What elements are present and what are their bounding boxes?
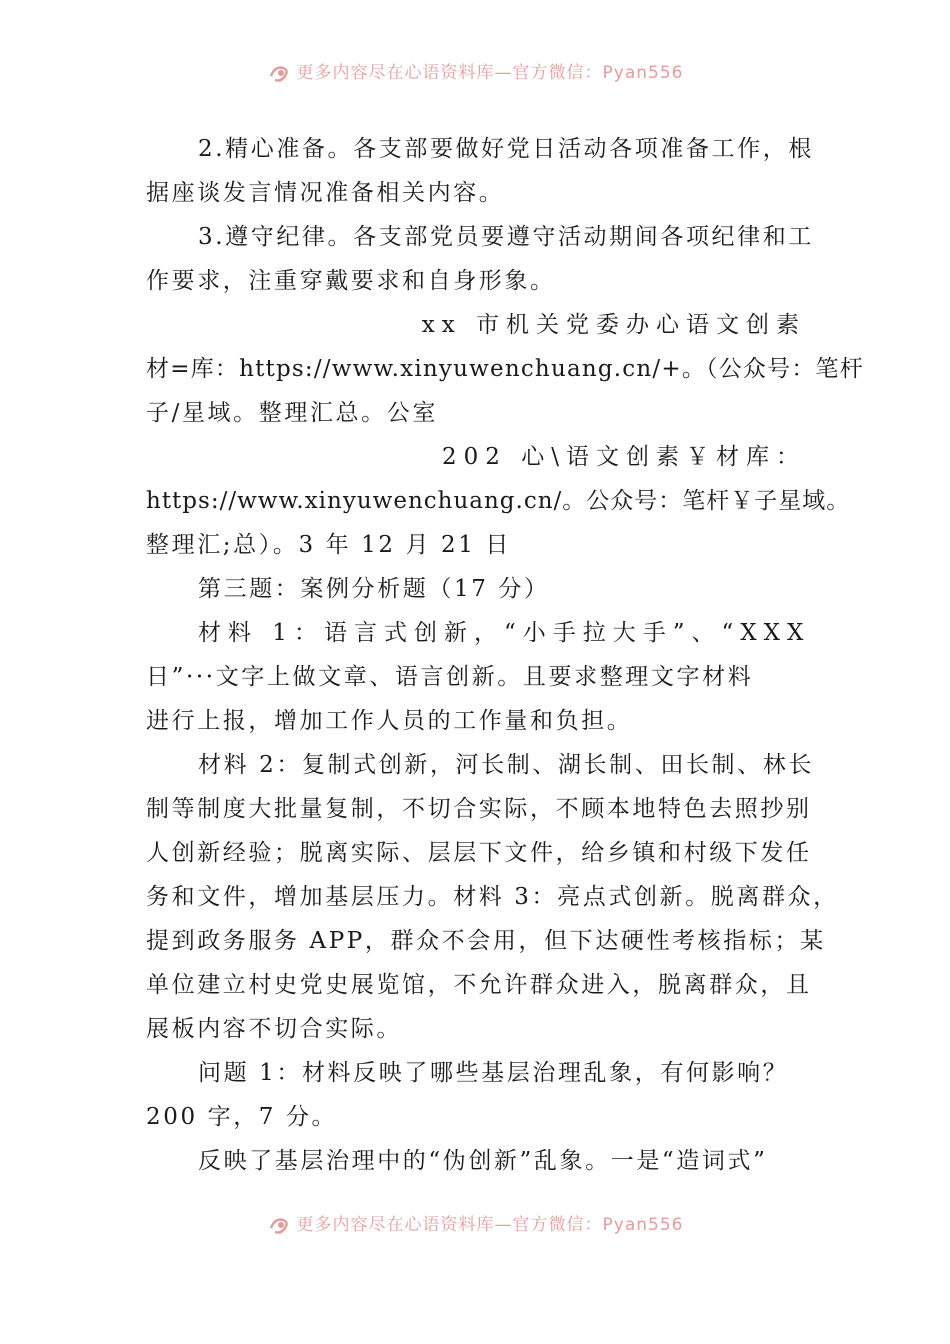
text-line: 第三题：案例分析题（17 分） bbox=[198, 576, 550, 602]
text-line: 材=库：https://www.xinyuwenchuang.cn/+。（公众号：笔杆 bbox=[146, 356, 864, 382]
text-line: 反映了基层治理中的“伪创新”乱象。一是“造词式” bbox=[198, 1148, 768, 1174]
text-line: 子/星域。整理汇总。公室 bbox=[146, 400, 438, 426]
text-line: 单位建立村史党史展览馆，不允许群众进入，脱离群众，且 bbox=[146, 972, 812, 998]
text-line: 材料 2：复制式创新，河长制、湖长制、田长制、林长 bbox=[198, 752, 814, 778]
text-line: 2.精心准备。各支部要做好党日活动各项准备工作，根 bbox=[198, 136, 814, 162]
text-line: 材料 1：语言式创新，“小手拉大手”、“XXX bbox=[198, 620, 811, 646]
text-line: 202 心\语文创素￥材库： bbox=[442, 444, 806, 470]
watermark-footer bbox=[0, 1210, 950, 1236]
text-line: https://www.xinyuwenchuang.cn/。公众号：笔杆￥子星域。 bbox=[146, 488, 851, 514]
text-line: 3.遵守纪律。各支部党员要遵守活动期间各项纪律和工 bbox=[198, 224, 814, 250]
watermark-text: 更多内容尽在心语资料库—官方微信：Pyan556 bbox=[296, 1215, 684, 1235]
text-line: xx 市机关党委办心语文创素 bbox=[421, 312, 806, 338]
watermark-text: 更多内容尽在心语资料库—官方微信：Pyan556 bbox=[296, 63, 684, 83]
text-line: 整理汇;总）。3 年 12 月 21 日 bbox=[146, 532, 511, 558]
text-line: 展板内容不切合实际。 bbox=[146, 1016, 402, 1042]
text-line: 制等制度大批量复制，不切合实际，不顾本地特色去照抄别 bbox=[146, 796, 812, 822]
text-line: 日”···文字上做文章、语言创新。且要求整理文字材料 bbox=[146, 664, 754, 690]
watermark-logo-icon bbox=[267, 62, 293, 84]
text-line: 务和文件，增加基层压力。材料 3：亮点式创新。脱离群众， bbox=[146, 884, 839, 910]
text-line: 作要求，注重穿戴要求和自身形象。 bbox=[146, 268, 556, 294]
text-line: 人创新经验；脱离实际、层层下文件，给乡镇和村级下发任 bbox=[146, 840, 812, 866]
text-line: 提到政务服务 APP，群众不会用，但下达硬性考核指标；某 bbox=[146, 928, 826, 954]
text-line: 据座谈发言情况准备相关内容。 bbox=[146, 180, 505, 206]
document-body bbox=[146, 127, 864, 1183]
text-line: 问题 1：材料反映了哪些基层治理乱象，有何影响？ bbox=[198, 1060, 789, 1086]
watermark-logo-icon bbox=[267, 1214, 293, 1236]
text-line: 200 字，7 分。 bbox=[146, 1104, 338, 1130]
text-line: 进行上报，增加工作人员的工作量和负担。 bbox=[146, 708, 633, 734]
watermark-header bbox=[0, 58, 950, 84]
